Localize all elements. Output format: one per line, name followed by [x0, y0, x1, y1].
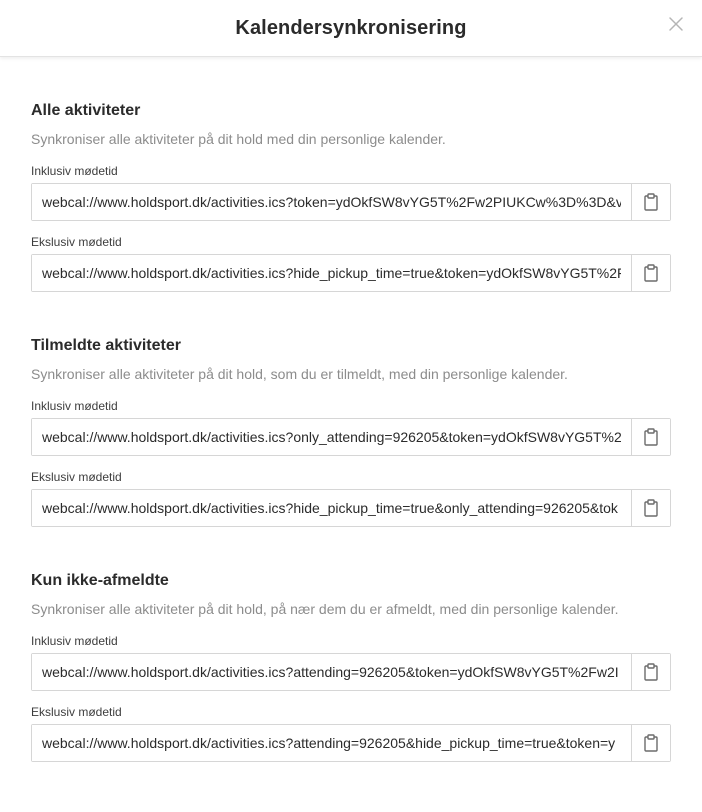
field-label: Ekslusiv mødetid	[31, 470, 122, 484]
url-input-group	[31, 653, 671, 691]
calendar-url-input[interactable]	[32, 184, 631, 220]
copy-button[interactable]	[631, 255, 670, 291]
section-not-declined	[31, 527, 671, 762]
field-excluding-meeting-time	[31, 470, 671, 527]
copy-button[interactable]	[631, 184, 670, 220]
url-input-group	[31, 489, 671, 527]
clipboard-icon	[643, 663, 659, 681]
section-attending-activities	[31, 292, 671, 527]
section-title: Tilmeldte aktiviteter	[31, 337, 181, 354]
clipboard-icon	[643, 264, 659, 282]
clipboard-icon	[643, 499, 659, 517]
url-input-group	[31, 418, 671, 456]
calendar-url-input[interactable]	[32, 654, 631, 690]
copy-button[interactable]	[631, 490, 670, 526]
field-label: Inklusiv mødetid	[31, 634, 118, 648]
clipboard-icon	[643, 428, 659, 446]
section-description: Synkroniser alle aktiviteter på dit hold med din personlige kalender.	[31, 131, 446, 147]
field-excluding-meeting-time	[31, 705, 671, 762]
url-input-group	[31, 183, 671, 221]
field-label: Ekslusiv mødetid	[31, 705, 122, 719]
field-label: Inklusiv mødetid	[31, 399, 118, 413]
modal-header	[0, 0, 702, 57]
modal-title: Kalendersynkronisering	[235, 16, 467, 39]
section-description: Synkroniser alle aktiviteter på dit hold, som du er tilmeldt, med din personlige kalender.	[31, 366, 568, 382]
field-including-meeting-time	[31, 399, 671, 456]
copy-button[interactable]	[631, 654, 670, 690]
copy-button[interactable]	[631, 725, 670, 761]
close-icon	[668, 16, 684, 32]
field-label: Inklusiv mødetid	[31, 164, 118, 178]
modal-body	[0, 57, 702, 762]
calendar-url-input[interactable]	[32, 725, 631, 761]
url-input-group	[31, 724, 671, 762]
calendar-url-input[interactable]	[32, 490, 631, 526]
clipboard-icon	[643, 734, 659, 752]
clipboard-icon	[643, 193, 659, 211]
calendar-url-input[interactable]	[32, 255, 631, 291]
field-label: Ekslusiv mødetid	[31, 235, 122, 249]
field-including-meeting-time	[31, 634, 671, 691]
url-input-group	[31, 254, 671, 292]
field-including-meeting-time	[31, 164, 671, 221]
section-all-activities	[31, 57, 671, 292]
field-excluding-meeting-time	[31, 235, 671, 292]
section-title: Alle aktiviteter	[31, 102, 141, 119]
calendar-url-input[interactable]	[32, 419, 631, 455]
section-title: Kun ikke-afmeldte	[31, 572, 169, 589]
close-button[interactable]	[668, 16, 684, 32]
section-description: Synkroniser alle aktiviteter på dit hold, på nær dem du er afmeldt, med din personlige kalender.	[31, 601, 619, 617]
copy-button[interactable]	[631, 419, 670, 455]
